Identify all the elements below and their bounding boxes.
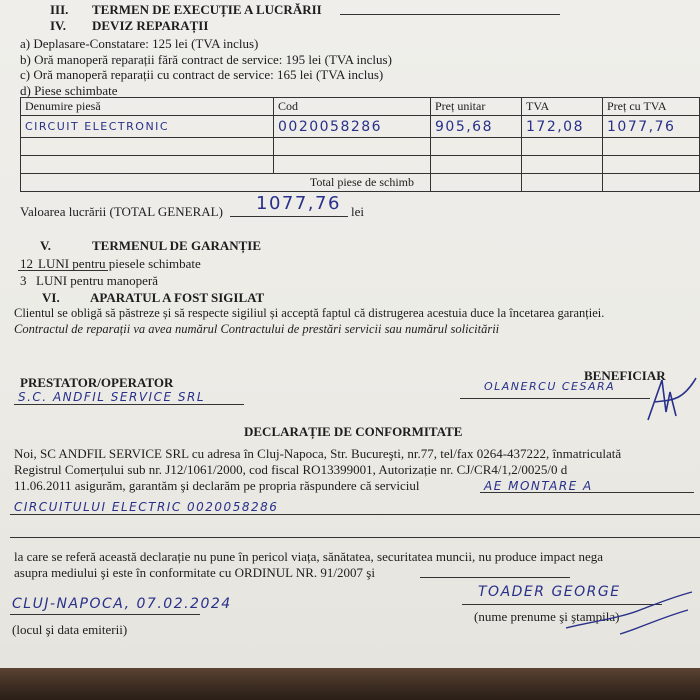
declaratie-line-5: asupra mediului şi este în conformitate cu ORDINUL NR. 91/2007 şi bbox=[14, 565, 375, 580]
header-pret-cu-tva: Preț cu TVA bbox=[603, 98, 700, 116]
cell-pret-unitar: 905,68 bbox=[431, 116, 522, 138]
beneficiar-label: BENEFICIAR bbox=[584, 368, 666, 383]
cell-cod: 0020058286 bbox=[274, 116, 431, 138]
deviz-a: a) Deplasare-Constatare: 125 lei (TVA inclus) bbox=[20, 36, 259, 51]
declaratie-line-4: la care se referă această declarație nu pune în pericol viața, sănătatea, securitatea muncii, nu produce impact nega bbox=[14, 549, 604, 564]
parts-table bbox=[20, 97, 700, 192]
cell-pret-cu-tva: 1077,76 bbox=[603, 116, 700, 138]
declaratie-title: DECLARAȚIE DE CONFORMITATE bbox=[244, 424, 463, 439]
garantie-1-underline bbox=[18, 270, 108, 271]
total-label: Total piese de schimb bbox=[21, 174, 431, 192]
declaratie-hand-1: AE MONTARE A bbox=[484, 479, 593, 493]
table-row bbox=[21, 116, 700, 138]
section-4-title: DEVIZ REPARAȚII bbox=[92, 18, 209, 33]
section-5-number: V. bbox=[40, 238, 51, 253]
declaratie-line-2: Registrul Comerțului sub nr. J12/1061/2000, cod fiscal RO13399001, Autorizație nr. CJ/CR4/1,2/0025/0 d bbox=[14, 462, 568, 477]
header-pret-unitar: Preț unitar bbox=[431, 98, 522, 116]
section-3-number: III. bbox=[50, 2, 69, 17]
section-3-line bbox=[340, 14, 560, 15]
section-5-title: TERMENUL DE GARANȚIE bbox=[92, 238, 262, 253]
loc-data-value: CLUJ-NAPOCA, 07.02.2024 bbox=[12, 596, 232, 612]
wooden-table-background bbox=[0, 668, 700, 700]
header-tva: TVA bbox=[522, 98, 603, 116]
operator-signature bbox=[560, 588, 698, 642]
garantie-2-text: LUNI pentru manoperă bbox=[36, 273, 159, 288]
header-cod: Cod bbox=[274, 98, 431, 116]
section-6-number: VI. bbox=[42, 290, 60, 305]
loc-data-line bbox=[10, 614, 200, 615]
beneficiar-signature bbox=[640, 372, 698, 428]
section-4-number: IV. bbox=[50, 18, 67, 33]
garantie-2-number: 3 bbox=[20, 273, 27, 288]
declaratie-line-1: Noi, SC ANDFIL SERVICE SRL cu adresa în Cluj-Napoca, Str. Bucureşti, nr.77, tel/fax 0264-437222, înmatriculată bbox=[14, 446, 622, 461]
declaratie-blank-line-1 bbox=[10, 514, 700, 515]
valoare-unit: lei bbox=[351, 204, 364, 219]
parts-table-header bbox=[21, 98, 700, 116]
nume-label: (nume prenume şi ştampila) bbox=[474, 609, 620, 624]
beneficiar-value: OLANERCU CESARA bbox=[484, 380, 616, 393]
cell-tva: 172,08 bbox=[522, 116, 603, 138]
section-6-title: APARATUL A FOST SIGILAT bbox=[90, 290, 265, 305]
valoare-label: Valoarea lucrării (TOTAL GENERAL) bbox=[20, 204, 223, 219]
header-denumire: Denumire piesă bbox=[21, 98, 274, 116]
loc-data-label: (locul şi data emiterii) bbox=[12, 622, 128, 637]
deviz-c: c) Oră manoperă reparații cu contract de service: 165 lei (TVA inclus) bbox=[20, 67, 384, 82]
sigilat-paragraph-2: Contractul de reparații va avea numărul Contractului de prestări servicii sau numărul solicitării bbox=[14, 322, 500, 336]
garantie-1-number: 12 bbox=[20, 256, 33, 271]
beneficiar-line bbox=[460, 398, 650, 399]
deviz-d: d) Piese schimbate bbox=[20, 83, 118, 98]
valoare-value: 1077,76 bbox=[256, 193, 341, 214]
valoare-line bbox=[230, 216, 348, 217]
prestator-value: S.C. ANDFIL SERVICE SRL bbox=[18, 390, 206, 404]
section-3-title: TERMEN DE EXECUȚIE A LUCRĂRII bbox=[92, 2, 322, 17]
nume-value: TOADER GEORGE bbox=[478, 584, 621, 600]
table-total-row bbox=[21, 174, 700, 192]
prestator-line bbox=[14, 404, 244, 405]
garantie-1-text: LUNI pentru piesele schimbate bbox=[38, 256, 201, 271]
cell-denumire: CIRCUIT ELECTRONIC bbox=[21, 116, 274, 138]
declaratie-blank-line-2 bbox=[10, 537, 700, 538]
table-row-empty bbox=[21, 156, 700, 174]
declaratie-line-5-blank bbox=[420, 577, 570, 578]
declaratie-line-3: 11.06.2011 asigurăm, garantăm şi declarăm pe propria răspundere că serviciul bbox=[14, 478, 420, 493]
prestator-label: PRESTATOR/OPERATOR bbox=[20, 375, 174, 390]
sigilat-paragraph-1: Clientul se obligă să păstreze și să respecte sigiliul și acceptă faptul că distrugerea acestuia duce la încetarea garanției. bbox=[14, 306, 605, 320]
declaratie-hand-2: CIRCUITULUI ELECTRIC 0020058286 bbox=[14, 500, 279, 514]
table-row-empty bbox=[21, 138, 700, 156]
deviz-b: b) Oră manoperă reparații fără contract de service: 195 lei (TVA inclus) bbox=[20, 52, 392, 67]
